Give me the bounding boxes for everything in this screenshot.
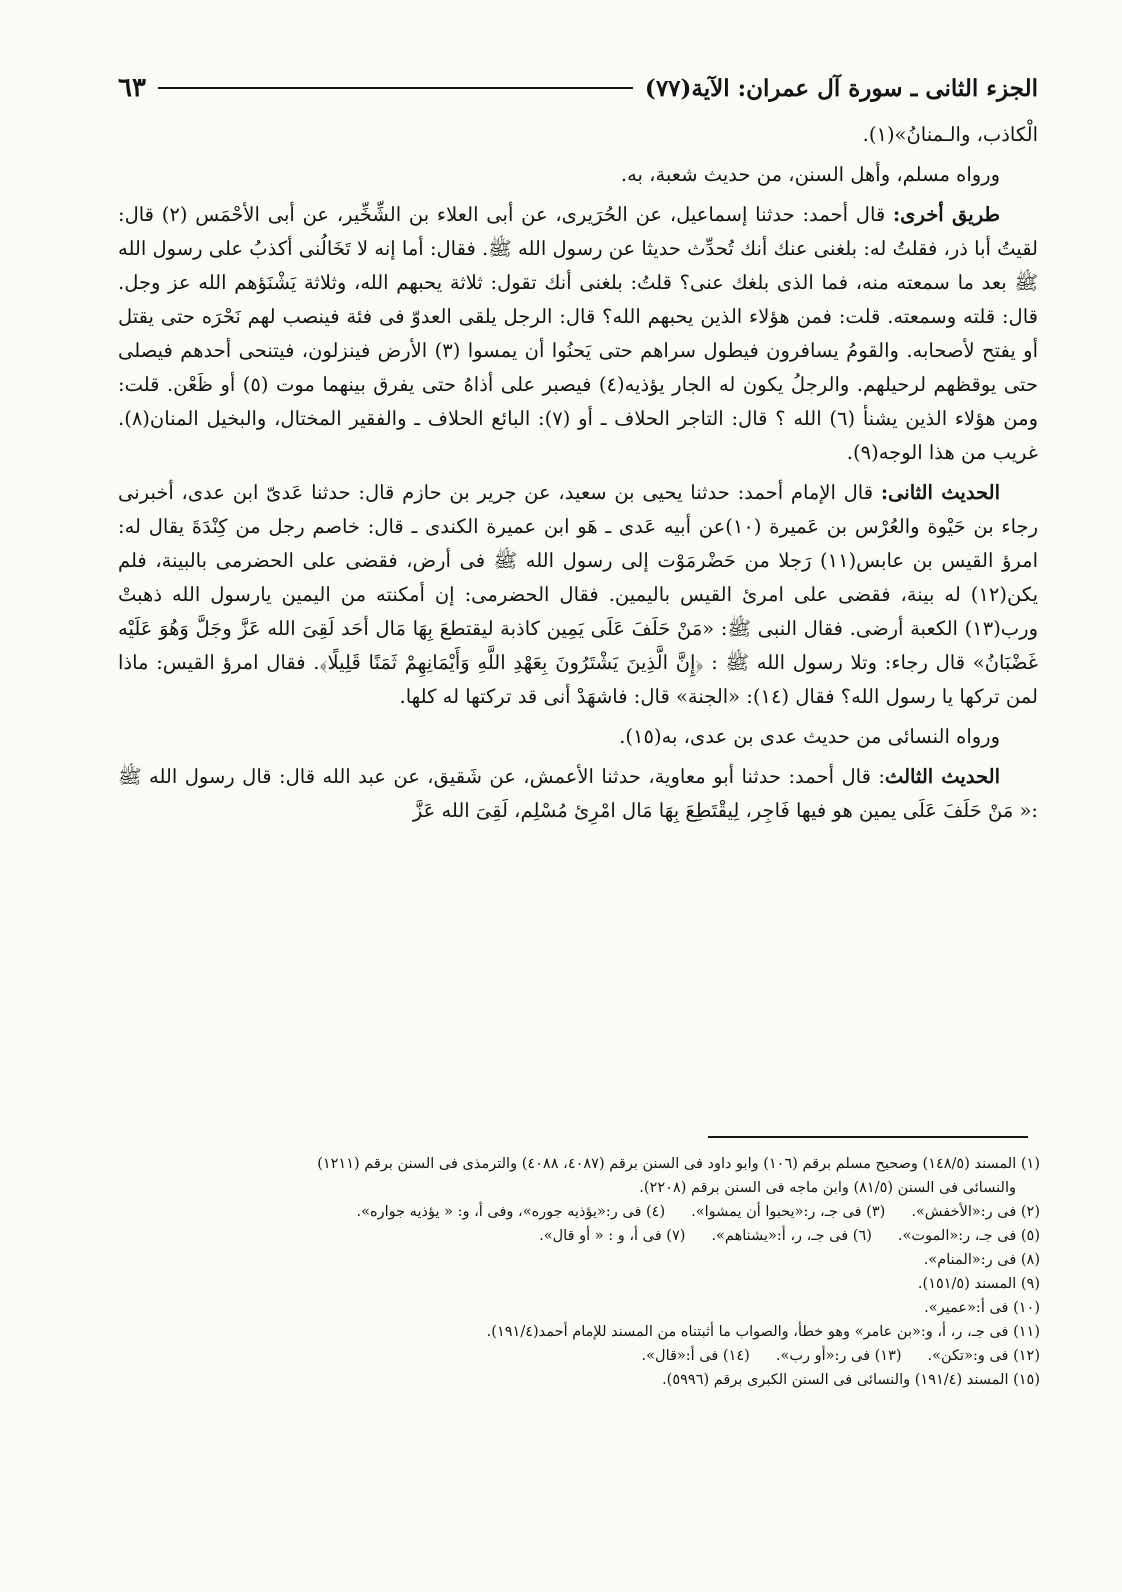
footnote-13: (١٣) فى ر:«أو رب».	[775, 1348, 902, 1364]
footnote-5: (٥) فى جـ، ر:«الموت».	[897, 1228, 1040, 1244]
footnote-1: (١) المسند (١٤٨/٥) وصحيح مسلم برقم (١٠٦) وابو داود فى السنن برقم (٤٠٨٧، ٤٠٨٨) والترمذى فى السنن برقم (١٢١١)	[317, 1156, 1040, 1172]
footnote-12: (١٢) فى و:«تكن».	[927, 1348, 1040, 1364]
footnote-1-continued: والنسائى فى السنن (٨١/٥) وابن ماجه فى السنن برقم (٢٢٠٨).	[639, 1180, 1016, 1196]
paragraph-5: ورواه النسائى من حديث عدى بن عدى، به(١٥).	[619, 725, 1000, 748]
footnote-9: (٩) المسند (١٥١/٥).	[917, 1276, 1040, 1292]
footnotes	[110, 1152, 1040, 1392]
paragraph-1: الْكاذب، والـمنانُ»(١).	[862, 123, 1038, 146]
header-rule	[158, 87, 633, 89]
footnote-8: (٨) فى ر:«المنام».	[923, 1252, 1040, 1268]
page-number: ٦٣	[118, 73, 146, 103]
footnote-7: (٧) فى أ، و : « أو قال».	[539, 1228, 686, 1244]
footnote-2: (٢) فى ر:«الأخفش».	[911, 1204, 1040, 1220]
section-heading: الحديث الثانى:	[880, 481, 1000, 504]
footnote-11: (١١) فى جـ، ر، أ، و:«بن عامر» وهو خطأ، والصواب ما أثبتناه من المسند للإمام أحمد(١٩١/٤).	[486, 1324, 1040, 1340]
paragraph-text: قال الإمام أحمد: حدثنا يحيى بن سعيد، عن جرير بن حازم قال: حدثنا عَدىّ ابن عدى، أخبرنى رجاء بن حَيْوة والعُرْس بن عَميرة (١٠)عن أبيه عَدى ـ هَو ابن عميرة الكندى ـ قال: خاصم رجل من كِنْدَةَ يقال له: امرؤ القيس بن عابس(١١) رَجلا من حَضْرمَوْت إلى رسول الله ﷺ فى أرض، فقضى على الحضرمى بالبينة، فلم يكن(١٢) له بينة، فقضى على امرئ القيس باليمين. فقال الحضرمى: إن أمكنته من اليمين يارسول الله ذهبتْ ورب(١٣) الكعبة أرضى. فقال النبى ﷺ: «مَنْ حَلَفَ عَلَى يَمِين كاذبة ليقتطعَ بِهَا مَال أحَد لَقِىَ الله عَزَّ وجَلَّ وَهُوَ عَلَيْه غَضْبَانُ» قال رجاء: وتلا رسول الله ﷺ : ﴿إِنَّ الَّذِينَ يَشْتَرُونَ بِعَهْدِ اللَّهِ وَأَيْمَانِهِمْ ثَمَنًا قَلِيلًا﴾. فقال امرؤ القيس: ماذا لمن تركها يا رسول الله؟ فقال (١٤): «الجنة» قال: فاشهَدْ أنى قد تركتها له كلها.	[118, 481, 1038, 708]
running-title: الجزء الثانى ـ سورة آل عمران: الآية(٧٧)	[644, 74, 1038, 102]
paragraph-3	[118, 198, 1038, 470]
paragraph-2: ورواه مسلم، وأهل السنن، من حديث شعبة، به.	[620, 163, 1000, 186]
footnote-rule	[708, 1136, 1028, 1138]
section-heading: طريق أخرى:	[892, 203, 1001, 226]
paragraph-text: : قال أحمد: حدثنا أبو معاوية، حدثنا الأعمش، عن شَقيق، عن عبد الله قال: قال رسول الله ﷺ :« مَنْ حَلَفَ عَلَى يمين هو فيها فَاجِر، لِيقْتَطِعَ بِهَا مَال امْرِئ مُسْلِم، لَقِىَ الله عَزَّ	[118, 765, 1038, 822]
paragraph-text: قال أحمد: حدثنا إسماعيل، عن الحُرَيرى، عن أبى العلاء بن الشِّخِّير، عن أبى الأحْمَس (٢) قال: لقيتُ أبا ذر، فقلتُ له: بلغنى عنك أنك تُحدِّث حديثا عن رسول الله ﷺ. فقال: أما إنه لا تَخَالُنى أكذبُ على رسول الله ﷺ بعد ما سمعته منه، فما الذى بلغك عنى؟ قلتُ: بلغنى أنك تقول: ثلاثة يحبهم الله، وثلاثة يَشْنَؤهم الله عز وجل. قال: قلته وسمعته. قلت: فمن هؤلاء الذين يحبهم الله؟ قال: الرجل يلقى العدوّ فى فئة فينصب لهم نَحْرَه حتى يقتل أو يفتح لأصحابه. والقومُ يسافرون فيطول سراهم حتى يَحنُوا أن يمسوا (٣) الأرض فينزلون، فيتنحى أحدهم فيصلى حتى يوقظهم لرحيلهم. والرجلُ يكون له الجار يؤذيه(٤) فيصبر على أذاهُ حتى يفرق بينهما موت (٥) أو ظَعْن. قلت: ومن هؤلاء الذين يشنأ (٦) الله ؟ قال: التاجر الحلاف ـ أو (٧): البائع الحلاف ـ والفقير المختال، والبخيل المنان(٨). غريب من هذا الوجه(٩).	[118, 203, 1039, 464]
section-heading: الحديث الثالث	[884, 765, 1000, 788]
footnote-row	[110, 1224, 1040, 1248]
running-header	[118, 68, 1038, 108]
main-text	[118, 118, 1038, 834]
footnote-6: (٦) فى جـ، ر، أ:«يشناهم».	[711, 1228, 872, 1244]
paragraph-6	[118, 760, 1038, 828]
footnote-row	[110, 1344, 1040, 1368]
footnote-3: (٣) فى جـ، ر:«يحبوا أن يمشوا».	[691, 1204, 886, 1220]
footnote-10: (١٠) فى أ:«عمير».	[924, 1300, 1040, 1316]
footnote-15: (١٥) المسند (١٩١/٤) والنسائى فى السنن الكبرى برقم (٥٩٩٦).	[662, 1372, 1040, 1388]
footnote-row	[110, 1200, 1040, 1224]
paragraph-4	[118, 476, 1038, 714]
footnote-14: (١٤) فى أ:«قال».	[641, 1348, 750, 1364]
footnote-4: (٤) فى ر:«يؤذيه جوره»، وفى أ، و: « يؤذيه جواره».	[356, 1204, 666, 1220]
